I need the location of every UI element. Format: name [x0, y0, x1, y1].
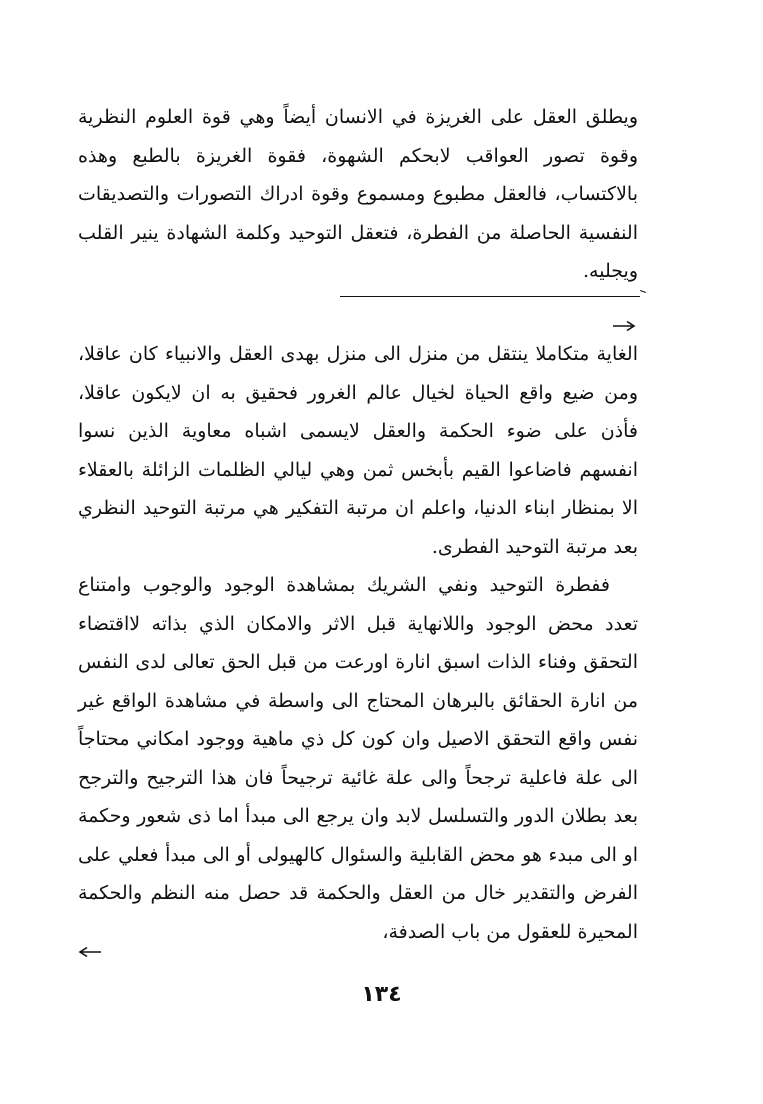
page-number: ١٣٤ [361, 982, 402, 1007]
paragraph-main-text: ويطلق العقل على الغريزة في الانسان أيضاً وهي قوة العلوم النظرية وقوة تصور العواقب لابحكم الشهوة، فقوة الغريزة بالطبع وهذه بالاكتساب، فالعقل مطبوع ومسموع وقوة ادراك التصورات والتصديقات النفسية الحاصلة من الفطرة، فتعقل التوحيد وكلمة الشهادة ينير القلب ويجليه. [78, 106, 638, 282]
paragraph-continued-text: الغاية متكاملا ينتقل من منزل الى منزل بهدى العقل والانبياء كان عاقلا، ومن ضيع واقع الحياة لخيال عالم الغرور فحقيق به ان لايكون عاقلا، فأذن على ضوء الحكمة والعقل لايسمى اشباه معاوية الذين نسوا انفسهم فاضاعوا القيم بأبخس ثمن وهي ليالي الظلمات الزائلة بالعقلاء الا بمنظار ابناء الدنيا، واعلم ان مرتبة التفكير هي مرتبة التوحيد النظري بعد مرتبة التوحيد الفطرى. [78, 343, 638, 558]
arrow-right-icon [612, 320, 636, 332]
arrow-left-icon [78, 946, 102, 958]
footnote-separator-line [340, 296, 640, 297]
paragraph-tawhid-text: ففطرة التوحيد ونفي الشريك بمشاهدة الوجود والوجوب وامتناع تعدد محض الوجود واللانهاية قبل الاثر والامكان الذي بذاته لااقتضاء التحقق وفناء الذات اسبق انارة اورعت من قبل الحق تعالى لدى النفس من انارة الحقائق بالبرهان المحتاج الى واسطة في مشاهدة الواقع غير نفس واقع التحقق الاصيل وان كون كل ذي ماهية ووجود امكاني محتاجاً الى علة فاعلية ترجحاً والى علة غائية ترجيحاً فان هذا الترجيح والترجح بعد بطلان الدور والتسلسل لابد وان يرجع الى مبدأ اما ذى شعور وحكمة او الى مبدء هو محض القابلية والسئوال كالهيولى أو الى مبدأ فعلي على الفرض والتقدير خال من العقل والحكمة قد حصل منه النظم والحكمة المحيرة للعقول من باب الصدفة، [78, 574, 638, 943]
separator-tick-mark [640, 290, 646, 293]
